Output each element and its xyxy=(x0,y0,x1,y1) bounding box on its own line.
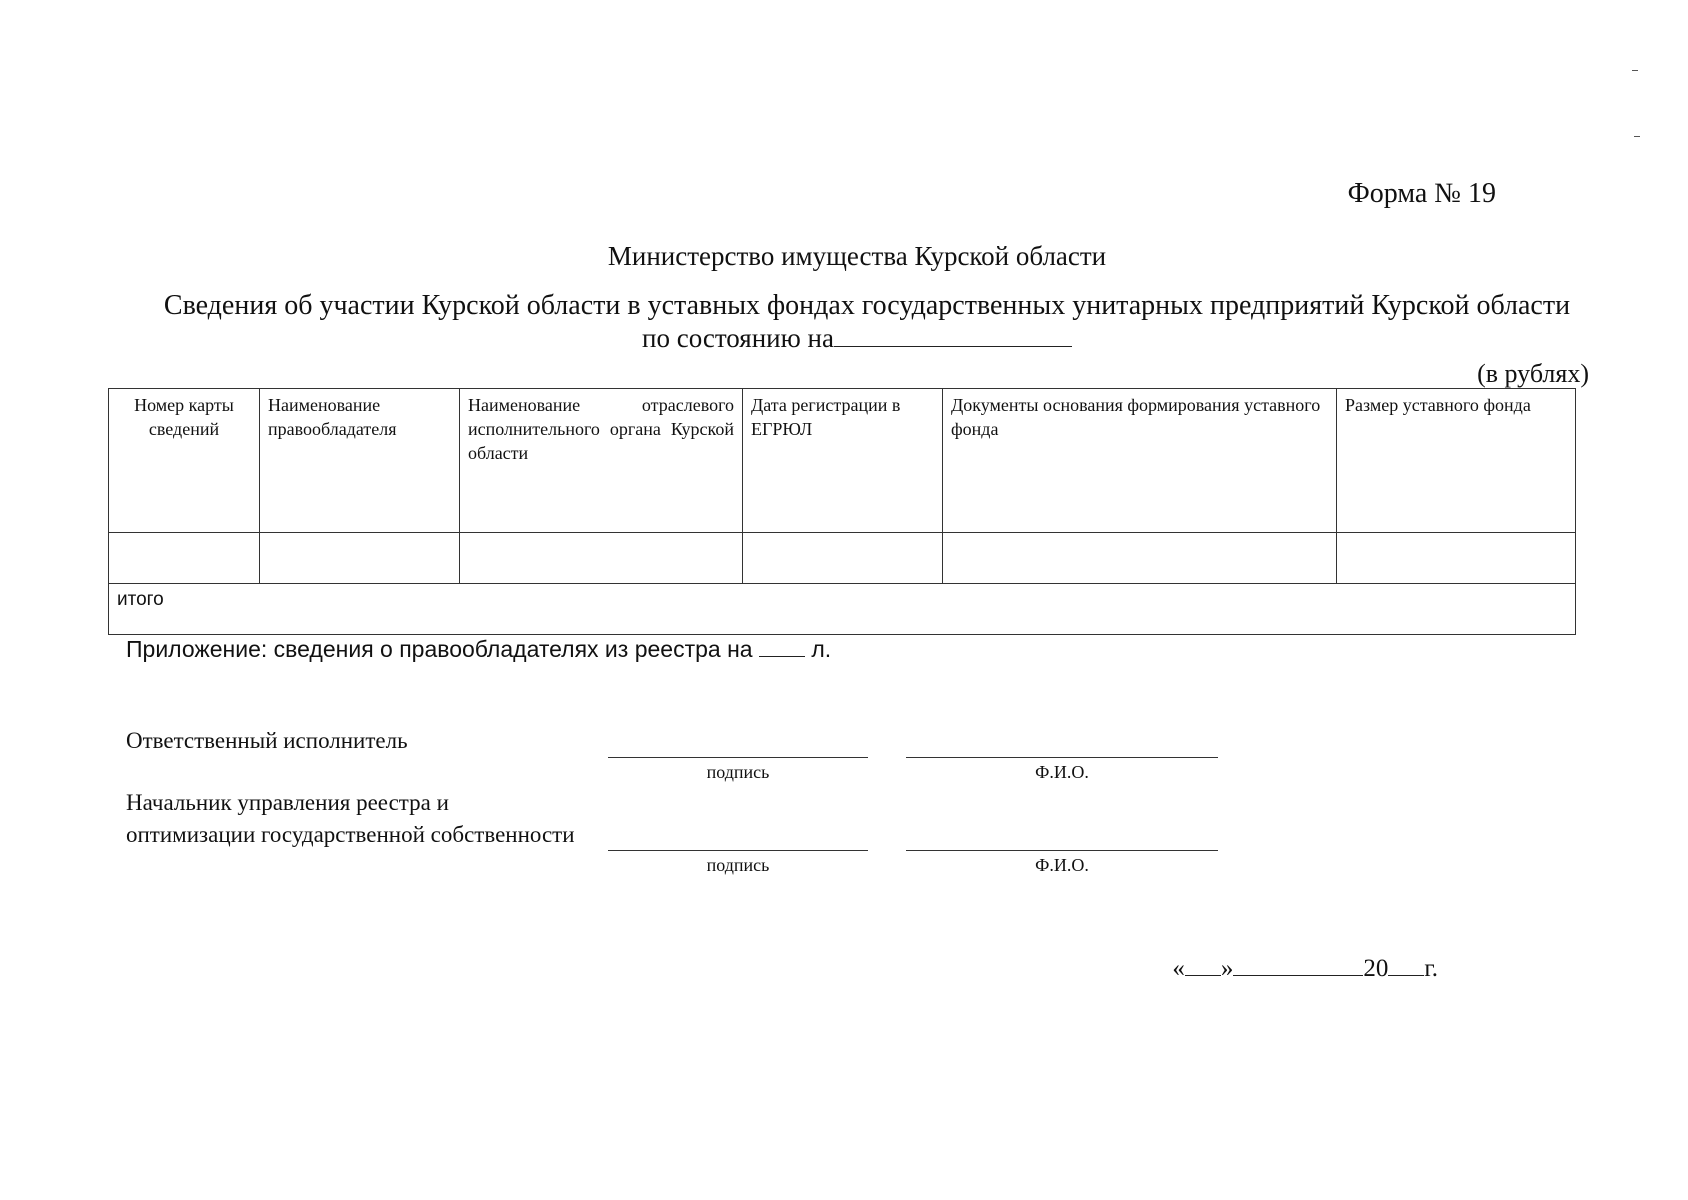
scan-mark-top xyxy=(1632,70,1638,71)
head-name-caption: Ф.И.О. xyxy=(1035,855,1089,875)
total-label: итого xyxy=(109,584,1576,635)
executor-signature-caption: подпись xyxy=(706,762,770,782)
executor-signature-line[interactable] xyxy=(608,757,868,758)
appendix-note xyxy=(126,636,831,663)
as-of-date-blank[interactable] xyxy=(834,324,1072,347)
column-header-rightholder: Наименование правообладателя xyxy=(260,389,460,533)
column-header-fund-size: Размер уставного фонда xyxy=(1337,389,1576,533)
executor-label: Ответственный исполнитель xyxy=(126,728,408,753)
column-header-basis-documents: Документы основания формирования уставного фонда xyxy=(943,389,1337,533)
executor-name-line[interactable] xyxy=(906,757,1218,758)
cell-registration-date[interactable] xyxy=(743,533,943,584)
cell-executive-body[interactable] xyxy=(460,533,743,584)
date-close-quote: » xyxy=(1220,955,1234,982)
head-label-line2: оптимизации государственной собственности xyxy=(126,822,575,847)
appendix-text: Приложение: сведения о правообладателях из реестра на xyxy=(126,636,753,662)
form-number: Форма № 19 xyxy=(1347,178,1496,209)
appendix-suffix: л. xyxy=(811,636,832,662)
table-header-row xyxy=(109,389,1576,533)
scan-mark-bottom xyxy=(1634,136,1640,137)
cell-fund-size[interactable] xyxy=(1337,533,1576,584)
date-year-blank[interactable] xyxy=(1388,955,1424,976)
column-header-registration-date: Дата регистрации в ЕГРЮЛ xyxy=(743,389,943,533)
head-signature-line[interactable] xyxy=(608,850,868,851)
date-day-blank[interactable] xyxy=(1185,955,1221,976)
as-of-label: по состоянию на xyxy=(642,323,834,353)
head-label-line1: Начальник управления реестра и xyxy=(126,790,449,815)
appendix-pages-blank[interactable] xyxy=(759,636,805,657)
signing-date xyxy=(1172,955,1438,983)
cell-card-number[interactable] xyxy=(109,533,260,584)
ministry-name: Министерство имущества Курской области xyxy=(607,241,1107,271)
executor-name-caption: Ф.И.О. xyxy=(1035,762,1089,782)
date-open-quote: « xyxy=(1172,955,1185,982)
date-month-blank[interactable] xyxy=(1233,955,1363,976)
date-year-prefix: 20 xyxy=(1363,955,1389,982)
units-note: (в рублях) xyxy=(1477,359,1589,388)
date-year-suffix: г. xyxy=(1424,955,1438,982)
report-title: Сведения об участии Курской области в уставных фондах государственных унитарных предприятий Курской области xyxy=(163,290,1571,321)
table-row xyxy=(109,533,1576,584)
column-header-card-number: Номер карты сведений xyxy=(109,389,260,533)
head-name-line[interactable] xyxy=(906,850,1218,851)
register-table xyxy=(108,388,1576,635)
as-of-line xyxy=(0,323,1688,354)
total-row xyxy=(109,584,1576,635)
cell-basis-documents[interactable] xyxy=(943,533,1337,584)
head-signature-caption: подпись xyxy=(706,855,770,875)
cell-rightholder[interactable] xyxy=(260,533,460,584)
column-header-executive-body: Наименование отраслевого исполнительного органа Курской области xyxy=(460,389,743,533)
